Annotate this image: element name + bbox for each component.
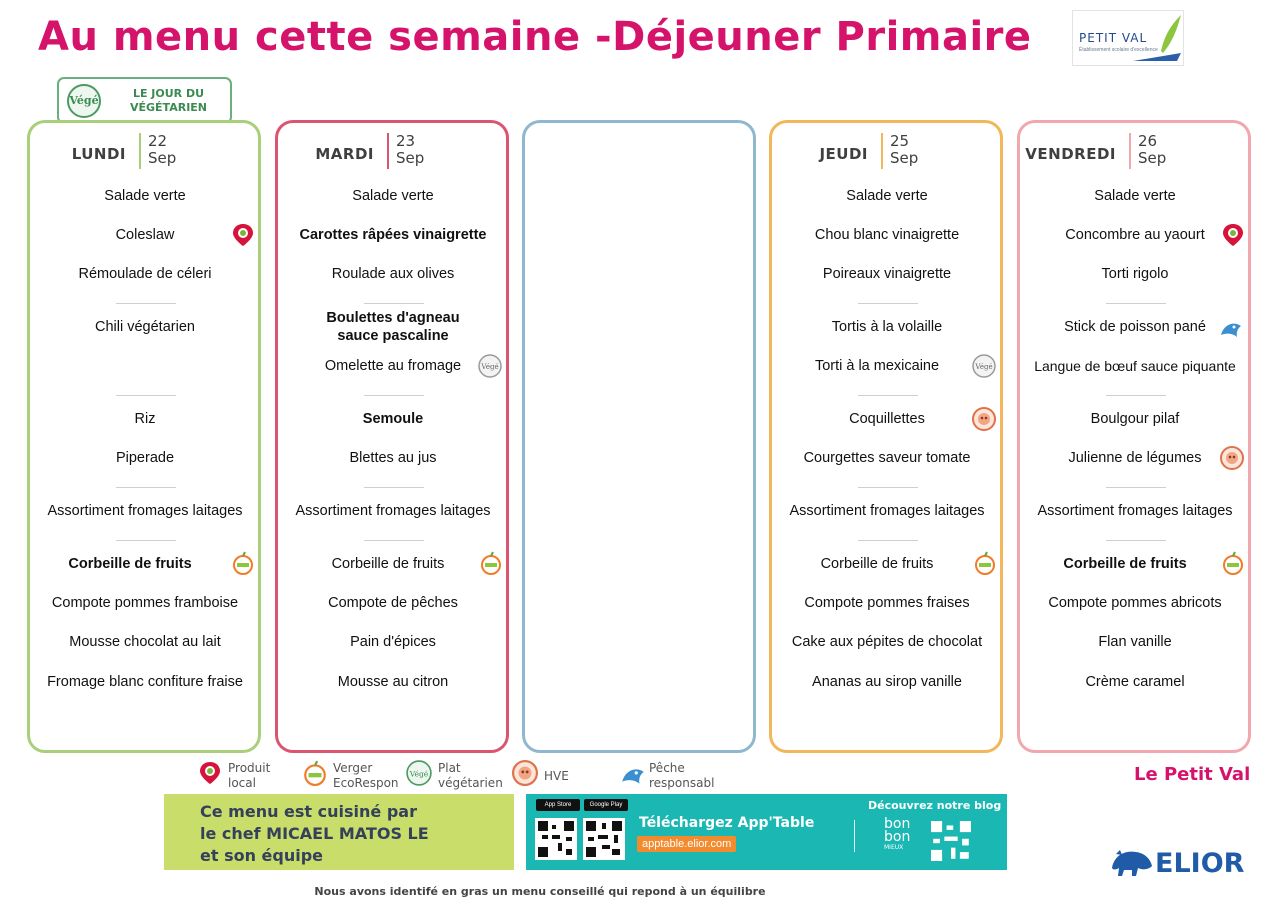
verger-apple-icon (303, 760, 327, 786)
blog-title: Découvrez notre blog (868, 799, 1002, 812)
blog-brand-1: bon (884, 816, 911, 832)
legend-label: HVE (544, 769, 569, 783)
verger-apple-icon (232, 551, 254, 575)
dish: Assortiment fromages laitages (789, 503, 985, 519)
dish: Cake aux pépites de chocolat (791, 634, 983, 650)
dish: Corbeille de fruits (1063, 556, 1187, 572)
day-date: 22 (148, 132, 168, 150)
dish: Pain d'épices (350, 634, 436, 650)
verger-apple-icon (480, 551, 502, 575)
dish: Corbeille de fruits (68, 556, 192, 572)
dish: Ananas au sirop vanille (812, 674, 962, 690)
dish: Salade verte (104, 188, 186, 204)
legend-item-verger (303, 760, 399, 791)
dish: Mousse chocolat au lait (69, 634, 221, 650)
dish: Compote pommes fraises (804, 595, 970, 611)
google-play-badge[interactable]: Google Play (584, 799, 628, 811)
dish: Salade verte (352, 188, 434, 204)
petit-val-logo (1072, 10, 1184, 66)
badge-line-1: LE JOUR DU (132, 87, 205, 100)
dish: Langue de bœuf sauce piquante (1034, 358, 1236, 374)
dish: Boulettes d'agneau (326, 310, 460, 326)
legend-item-vege (406, 760, 503, 791)
dish: sauce pascaline (337, 328, 449, 344)
dish: Corbeille de fruits (331, 556, 445, 572)
dish: Crème caramel (1085, 674, 1185, 690)
dish: Compote de pêches (328, 595, 458, 611)
badge-line-2: VÉGÉTARIEN (129, 101, 208, 114)
qr-code-icon[interactable] (583, 818, 625, 860)
legend-label: Verger (333, 761, 373, 775)
hve-icon (972, 407, 996, 431)
day-month: Sep (1138, 149, 1167, 167)
fish-icon (1218, 315, 1244, 341)
day-column-vendredi (1017, 120, 1251, 753)
dish: Salade verte (846, 188, 928, 204)
local-pin-icon (232, 223, 254, 247)
legend-label: Produit (228, 761, 271, 775)
verger-apple-icon (974, 551, 996, 575)
dish: Corbeille de fruits (820, 556, 934, 572)
app-banner (526, 794, 1007, 870)
dish: Stick de poisson pané (1064, 319, 1206, 335)
dish: Assortiment fromages laitages (47, 503, 243, 519)
day-date: 25 (890, 132, 910, 150)
blog-brand-2: bon (884, 829, 911, 845)
chef-banner (164, 794, 514, 870)
vegetarian-day-badge (57, 77, 232, 124)
vege-icon: Végé (67, 84, 101, 118)
day-name: MARDI (315, 145, 374, 163)
day-column-lundi (27, 120, 261, 753)
day-column-jeudi (769, 120, 1003, 753)
day-month: Sep (148, 149, 177, 167)
verger-apple-icon (1222, 551, 1244, 575)
blog-brand-3: MIEUX (884, 844, 904, 851)
dish: Chili végétarien (95, 319, 195, 335)
bison-icon (1110, 846, 1154, 880)
dish: Piperade (115, 450, 175, 466)
day-name: VENDREDI (1025, 145, 1116, 163)
dish: Poireaux vinaigrette (822, 266, 952, 282)
hve-icon (512, 760, 538, 786)
day-name: LUNDI (71, 145, 126, 163)
vege-icon (478, 354, 502, 378)
logo-name: PETIT VAL (1079, 31, 1148, 45)
brand-name: ELIOR (1155, 848, 1245, 879)
blog-logo[interactable] (884, 818, 914, 851)
dish: Boulgour pilaf (1090, 411, 1180, 427)
app-title: Téléchargez App'Table (639, 815, 815, 831)
local-pin-icon (1222, 223, 1244, 247)
dish: Carottes râpées vinaigrette (299, 227, 487, 243)
footnote: Nous avons identifé en gras un menu conseillé qui repond à un équilibre (314, 885, 766, 898)
dish: Blettes au jus (349, 450, 437, 466)
dish: Tortis à la volaille (831, 319, 943, 335)
dish: Fromage blanc confiture fraise (47, 674, 243, 690)
legend-label: EcoRespon (333, 776, 399, 790)
signature: Le Petit Val (1134, 764, 1251, 785)
svg-text:Végé: Végé (409, 769, 429, 779)
day-column-mardi (275, 120, 509, 753)
svg-text:Végé: Végé (481, 363, 499, 371)
day-month: Sep (396, 149, 425, 167)
dish: Concombre au yaourt (1065, 227, 1205, 243)
dish: Julienne de légumes (1068, 450, 1202, 466)
dish: Coleslaw (115, 227, 175, 243)
day-date: 23 (396, 132, 416, 150)
dish: Torti à la mexicaine (814, 358, 940, 374)
logo-tagline: Établissement scolaire d'excellence (1079, 47, 1158, 53)
legend (0, 760, 760, 794)
legend-item-peche (619, 760, 715, 793)
dish: Torti rigolo (1101, 266, 1169, 282)
legend-item-local (199, 760, 271, 791)
legend-item-hve (512, 760, 569, 791)
dish: Omelette au fromage (324, 358, 462, 374)
page-title: Au menu cette semaine -Déjeuner Primaire (38, 14, 1032, 60)
legend-label: Pêche (649, 761, 685, 775)
day-month: Sep (890, 149, 919, 167)
dish: Flan vanille (1098, 634, 1172, 650)
dish: Compote pommes abricots (1048, 595, 1222, 611)
legend-label: végétarien (438, 776, 503, 790)
chef-line-2: le chef MICAEL MATOS LE (200, 824, 429, 843)
dish: Coquillettes (849, 411, 925, 427)
day-column-empty (522, 120, 756, 753)
dish: Rémoulade de céleri (78, 266, 212, 282)
elior-logo (1110, 846, 1246, 884)
dish: Riz (134, 411, 156, 427)
hve-icon (1220, 446, 1244, 470)
legend-label: Plat (438, 761, 461, 775)
day-name: JEUDI (819, 145, 868, 163)
vege-icon (972, 354, 996, 378)
dish: Semoule (362, 411, 424, 427)
legend-label: responsabl (649, 776, 715, 790)
dish: Assortiment fromages laitages (295, 503, 491, 519)
chef-line-3: et son équipe (200, 846, 324, 865)
qr-code-icon[interactable] (928, 818, 970, 860)
svg-text:Végé: Végé (975, 363, 993, 371)
app-url-link[interactable]: apptable.elior.com (637, 836, 736, 852)
dish: Mousse au citron (337, 674, 449, 690)
local-pin-icon (199, 760, 221, 786)
dish: Courgettes saveur tomate (803, 450, 971, 466)
chef-line-1: Ce menu est cuisiné par (200, 802, 417, 821)
legend-label: local (228, 776, 256, 790)
dish: Compote pommes framboise (51, 595, 239, 611)
fish-icon (619, 760, 647, 788)
dish: Assortiment fromages laitages (1037, 503, 1233, 519)
dish: Roulade aux olives (331, 266, 455, 282)
vege-icon (406, 760, 432, 786)
dish: Chou blanc vinaigrette (814, 227, 960, 243)
app-store-badge[interactable]: App Store (536, 799, 580, 811)
day-date: 26 (1138, 132, 1158, 150)
qr-code-icon[interactable] (535, 818, 577, 860)
dish: Salade verte (1094, 188, 1176, 204)
